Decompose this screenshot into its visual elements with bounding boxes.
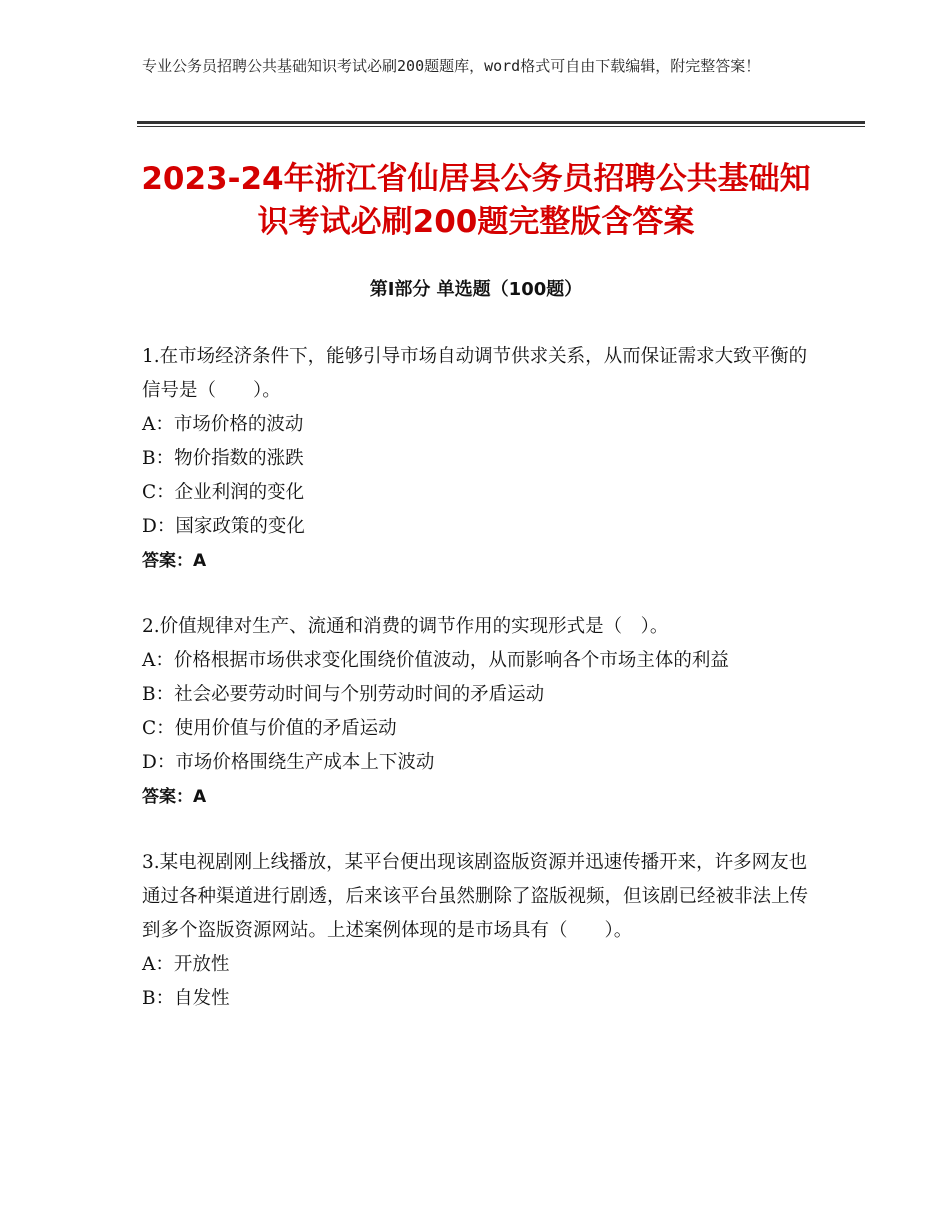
- option-c: C：企业利润的变化: [142, 482, 305, 503]
- header-divider-thin: [137, 126, 865, 127]
- question-2: [142, 610, 812, 814]
- option-a: A：价格根据市场供求变化围绕价值波动，从而影响各个市场主体的利益: [142, 650, 729, 671]
- question-list: [142, 340, 812, 1048]
- option-d: D：市场价格围绕生产成本上下波动: [142, 752, 435, 773]
- question-1: [142, 340, 812, 578]
- document-title: 2023-24年浙江省仙居县公务员招聘公共基础知识考试必刷200题完整版含答案: [141, 161, 811, 240]
- answer-line: 答案：A: [142, 787, 207, 807]
- question-3: [142, 846, 812, 1016]
- option-b: B：自发性: [142, 988, 230, 1009]
- option-c: C：使用价值与价值的矛盾运动: [142, 718, 397, 739]
- option-b: B：社会必要劳动时间与个别劳动时间的矛盾运动: [142, 684, 545, 705]
- option-a: A：市场价格的波动: [142, 414, 304, 435]
- option-d: D：国家政策的变化: [142, 516, 305, 537]
- header-divider-thick: [137, 121, 865, 124]
- question-text: 3.某电视剧刚上线播放，某平台便出现该剧盗版资源并迅速传播开来，许多网友也通过各种渠道进行剧透，后来该平台虽然删除了盗版视频，但该剧已经被非法上传到多个盗版资源网站。上述案例体现的是市场具有（ ）。: [142, 852, 809, 941]
- question-text: 1.在市场经济条件下，能够引导市场自动调节供求关系，从而保证需求大致平衡的信号是（ ）。: [142, 346, 808, 401]
- answer-line: 答案：A: [142, 551, 207, 571]
- option-b: B：物价指数的涨跌: [142, 448, 304, 469]
- section-heading: 第I部分 单选题（100题）: [369, 279, 583, 300]
- option-a: A：开放性: [142, 954, 230, 975]
- header-note: 专业公务员招聘公共基础知识考试必刷200题题库，word格式可自由下载编辑，附完整答案！: [142, 57, 761, 75]
- question-text: 2.价值规律对生产、流通和消费的调节作用的实现形式是（ ）。: [142, 616, 669, 637]
